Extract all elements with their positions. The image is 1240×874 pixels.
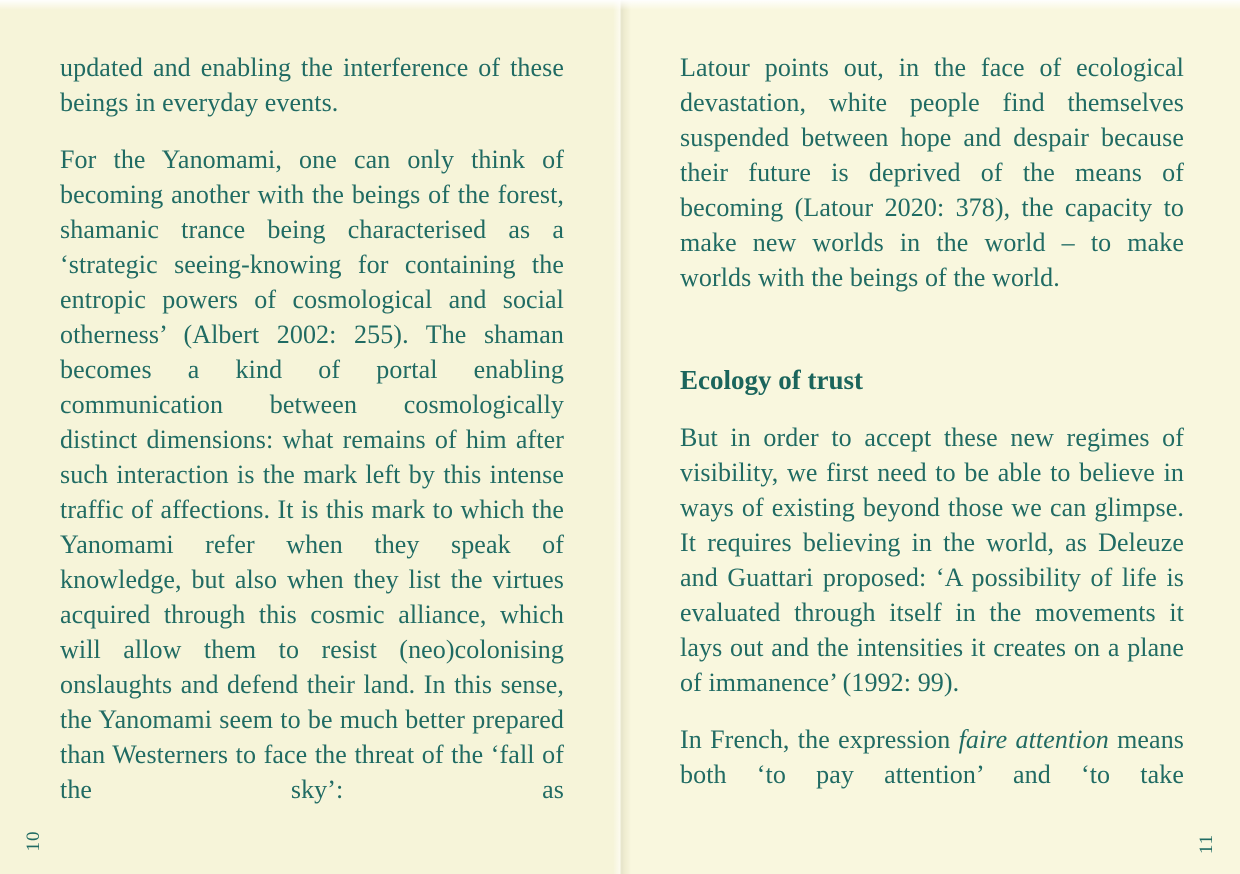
paragraph-text-before-italic: In French, the expression bbox=[680, 725, 959, 754]
page-number-left: 10 bbox=[23, 830, 44, 852]
paragraph-italic-phrase: faire attention bbox=[958, 725, 1109, 754]
page-number-right: 11 bbox=[1196, 833, 1217, 855]
left-paragraph-1: updated and enabling the interference of these beings in everyday events. bbox=[60, 53, 564, 117]
right-paragraph-1: Latour points out, in the face of ecological devastation, white people find themselves suspended between hope and despair because their future is deprived of the means of becoming (Latour 2020: 378), the capacity to make new worlds in the world – to make worlds with the beings of the world. bbox=[680, 53, 1184, 292]
gutter-crease bbox=[613, 0, 631, 874]
paragraph-text-after-italic: means both ‘to pay attention’ and ‘to take bbox=[680, 725, 1185, 789]
page-right bbox=[621, 0, 1240, 874]
section-heading: Ecology of trust bbox=[680, 365, 863, 395]
left-text-column bbox=[60, 50, 564, 807]
left-paragraph-2: For the Yanomami, one can only think of becoming another with the beings of the forest, shamanic trance being characterised as a ‘strategic seeing-knowing for containing the entropic powers of cosmological and social otherness’ (Albert 2002: 255). The shaman becomes a kind of portal enabling communication between cosmologically distinct dimensions: what remains of him after such interaction is the mark left by this intense traffic of affections. It is this mark to which the Yanomami refer when they speak of knowledge, but also when they list the virtues acquired through this cosmic alliance, which will allow them to resist (neo)colonising onslaughts and defend their land. In this sense, the Yanomami seem to be much better prepared than Westerners to face the threat of the ‘fall of the sky’: as bbox=[60, 145, 564, 804]
right-text-column bbox=[680, 50, 1184, 792]
right-paragraph-2: But in order to accept these new regimes of visibility, we first need to be able to believe in ways of existing beyond those we can glimpse. It requires believing in the world, as Deleuze and Guattari proposed: ‘A possibility of life is evaluated through itself in the movements it lays out and the intensities it creates on a plane of immanence’ (1992: 99). bbox=[680, 423, 1184, 697]
right-paragraph-3 bbox=[680, 722, 1184, 792]
page-top-edge bbox=[0, 0, 1240, 10]
